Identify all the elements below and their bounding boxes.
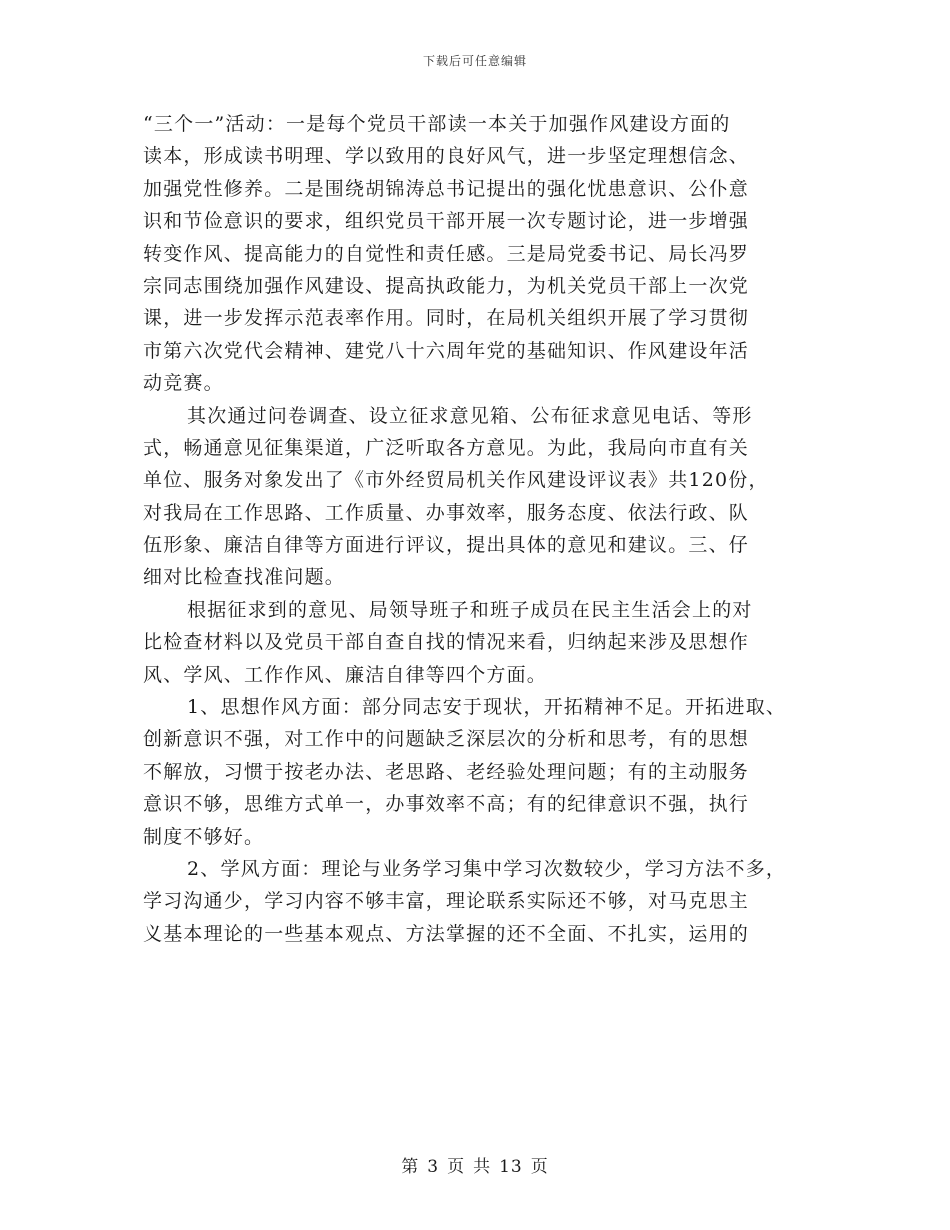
text-line: “三个一”活动：一是每个党员干部读一本关于加强作风建设方面的 [143, 113, 731, 135]
text-line: 2、学风方面：理论与业务学习集中学习次数较少，学习方法不多， [187, 857, 787, 880]
document-body [143, 108, 815, 950]
footer-total-pages: 13 [499, 1157, 523, 1177]
text-line: 不解放，习惯于按老办法、老思路、老经验处理问题；有的主动服务 [143, 760, 750, 783]
text-line: 根据征求到的意见、局领导班子和班子成员在民主生活会上的对 [187, 598, 753, 621]
footer-total-label: 共 [473, 1157, 492, 1177]
text-line: 动竞赛。 [143, 372, 224, 395]
text-line: 式，畅通意见征集渠道，广泛听取各方意见。为此，我局向市直有关 [143, 436, 750, 459]
text-line: 义基本理论的一些基本观点、方法掌握的还不全面、不扎实，运用的 [143, 922, 750, 945]
text-line: 意识不够，思维方式单一，办事效率不高；有的纪律意识不强，执行 [143, 793, 750, 816]
page-header: 下载后可任意编辑 [422, 54, 527, 68]
footer-page-label: 页 [447, 1157, 466, 1177]
text-line: 转变作风、提高能力的自觉性和责任感。三是局党委书记、局长冯罗 [143, 242, 750, 265]
text-line: 加强党性修养。二是围绕胡锦涛总书记提出的强化忧患意识、公仆意 [143, 177, 750, 200]
text-line: 对我局在工作思路、工作质量、办事效率，服务态度、依法行政、队 [143, 501, 750, 524]
text-line: 单位、服务对象发出了《市外经贸局机关作风建设评议表》共120份， [143, 469, 769, 492]
text-line: 伍形象、廉洁自律等方面进行评议，提出具体的意见和建议。三、仔 [143, 534, 750, 557]
text-line: 风、学风、工作作风、廉洁自律等四个方面。 [143, 663, 548, 686]
text-line: 学习沟通少，学习内容不够丰富，理论联系实际还不够，对马克思主 [143, 890, 750, 913]
text-line: 制度不够好。 [143, 825, 265, 848]
text-line: 课，进一步发挥示范表率作用。同时，在局机关组织开展了学习贯彻 [143, 307, 750, 330]
text-line: 识和节俭意识的要求，组织党员干部开展一次专题讨论，进一步增强 [143, 210, 750, 233]
text-line: 细对比检查找准问题。 [143, 566, 346, 589]
text-line: 其次通过问卷调查、设立征求意见箱、公布征求意见电话、等形 [187, 404, 753, 427]
footer-page-number: 3 [427, 1157, 440, 1177]
footer-prefix: 第 [401, 1157, 420, 1177]
text-line: 比检查材料以及党员干部自查自找的情况来看，归纳起来涉及思想作 [143, 631, 750, 654]
text-line: 1、思想作风方面：部分同志安于现状，开拓精神不足。开拓进取、 [187, 696, 787, 719]
text-line: 市第六次党代会精神、建党八十六周年党的基础知识、作风建设年活 [143, 339, 750, 362]
text-line: 读本，形成读书明理、学以致用的良好风气，进一步坚定理想信念、 [143, 145, 750, 168]
text-line: 创新意识不强，对工作中的问题缺乏深层次的分析和思考，有的思想 [143, 728, 750, 751]
text-line: 宗同志围绕加强作风建设、提高执政能力，为机关党员干部上一次党 [143, 274, 750, 297]
page-footer [0, 1152, 950, 1177]
footer-suffix: 页 [530, 1157, 549, 1177]
